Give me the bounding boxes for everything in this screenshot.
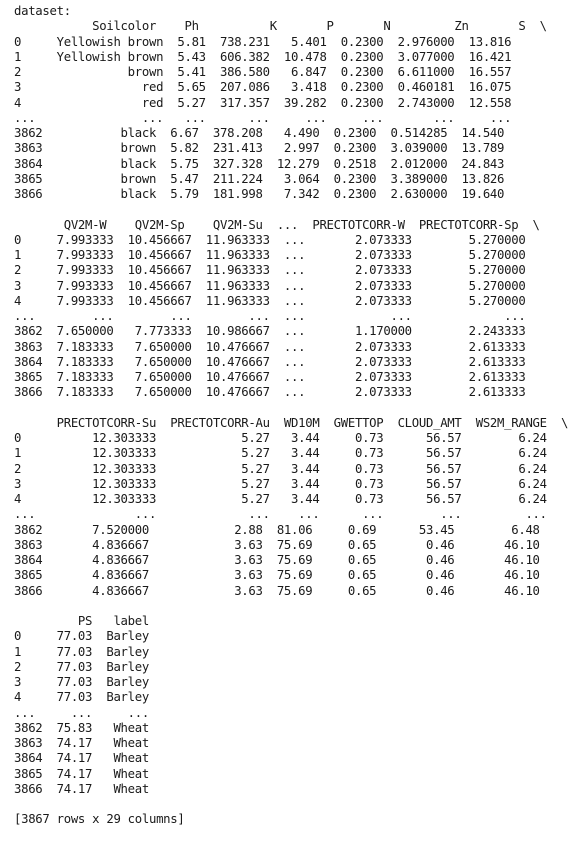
table-row: 3865 brown 5.47 211.224 3.064 0.2300 3.389000 13.826: [14, 171, 505, 186]
table-row: 3865 7.183333 7.650000 10.476667 ... 2.073333 2.613333: [14, 370, 526, 384]
table-row: 2 77.03 Barley: [14, 659, 149, 674]
table-row: 3865 74.17 Wheat: [14, 766, 149, 781]
table-row: 3864 black 5.75 327.328 12.279 0.2518 2.012000 24.843: [14, 156, 505, 171]
table-row: 3862 7.650000 7.773333 10.986667 ... 1.170000 2.243333: [14, 324, 526, 339]
table-row: 1 12.303333 5.27 3.44 0.73 56.57 6.24: [14, 446, 547, 461]
table-row: 2 12.303333 5.27 3.44 0.73 56.57 6.24: [14, 461, 547, 476]
table-row: 1 7.993333 10.456667 11.963333 ... 2.073333 5.270000: [14, 248, 526, 262]
table-row: 3863 brown 5.82 231.413 2.997 0.2300 3.039000 13.789: [14, 141, 505, 156]
ellipsis-row: ... ... ... ... ... ... ...: [14, 507, 547, 522]
table-row: 3865 4.836667 3.63 75.69 0.65 0.46 46.10: [14, 568, 540, 583]
table-row: 0 12.303333 5.27 3.44 0.73 56.57 6.24: [14, 431, 547, 445]
table-row: 3864 74.17 Wheat: [14, 751, 149, 766]
table-row: 3 12.303333 5.27 3.44 0.73 56.57 6.24: [14, 476, 547, 491]
blank-line: [14, 401, 568, 416]
table-row: 0 77.03 Barley: [14, 629, 149, 644]
table-row: 4 red 5.27 317.357 39.282 0.2300 2.743000 12.558: [14, 95, 512, 110]
table-row: 3864 7.183333 7.650000 10.476667 ... 2.073333 2.613333: [14, 354, 526, 369]
ellipsis-row: ... ... ...: [14, 705, 149, 720]
table-row: 3862 75.83 Wheat: [14, 720, 149, 735]
table-row: 3862 black 6.67 378.208 4.490 0.2300 0.514285 14.540: [14, 126, 505, 140]
table-row: 4 12.303333 5.27 3.44 0.73 56.57 6.24: [14, 492, 547, 506]
table-header-row: PS label: [14, 614, 149, 628]
table-row: 2 7.993333 10.456667 11.963333 ... 2.073333 5.270000: [14, 263, 526, 278]
table-header-row: Soilcolor Ph K P N Zn S \: [14, 19, 547, 34]
blank-line: [14, 797, 568, 812]
table-header-row: QV2M-W QV2M-Sp QV2M-Su ... PRECTOTCORR-W PRECTOTCORR-Sp \: [14, 217, 540, 232]
table-row: 3866 74.17 Wheat: [14, 781, 149, 796]
table-row: 1 77.03 Barley: [14, 644, 149, 659]
blank-line: [14, 202, 568, 217]
blank-line: [14, 599, 568, 614]
table-row: 0 Yellowish brown 5.81 738.231 5.401 0.2300 2.976000 13.816: [14, 34, 512, 49]
table-row: 3863 7.183333 7.650000 10.476667 ... 2.073333 2.613333: [14, 339, 526, 354]
ellipsis-row: ... ... ... ... ... ... ... ...: [14, 110, 512, 125]
ellipsis-row: ... ... ... ... ... ... ...: [14, 309, 526, 323]
table-row: 3866 black 5.79 181.998 7.342 0.2300 2.630000 19.640: [14, 187, 505, 201]
table-row: 4 77.03 Barley: [14, 690, 149, 705]
table-row: 3 77.03 Barley: [14, 675, 149, 689]
table-row: 2 brown 5.41 386.580 6.847 0.2300 6.611000 16.557: [14, 65, 512, 79]
table-row: 0 7.993333 10.456667 11.963333 ... 2.073333 5.270000: [14, 232, 526, 247]
table-row: 3 red 5.65 207.086 3.418 0.2300 0.460181 16.075: [14, 80, 512, 95]
table-row: 3863 74.17 Wheat: [14, 736, 149, 750]
table-row: 3864 4.836667 3.63 75.69 0.65 0.46 46.10: [14, 553, 540, 567]
console-output: [14, 4, 568, 828]
output-line: dataset:: [14, 4, 71, 18]
table-row: 3866 4.836667 3.63 75.69 0.65 0.46 46.10: [14, 583, 540, 598]
table-row: 1 Yellowish brown 5.43 606.382 10.478 0.2300 3.077000 16.421: [14, 49, 512, 64]
table-row: 3 7.993333 10.456667 11.963333 ... 2.073333 5.270000: [14, 278, 526, 293]
shape-summary: [3867 rows x 29 columns]: [14, 812, 185, 827]
table-header-row: PRECTOTCORR-Su PRECTOTCORR-Au WD10M GWETTOP CLOUD_AMT WS2M_RANGE \: [14, 415, 569, 430]
table-row: 3866 7.183333 7.650000 10.476667 ... 2.073333 2.613333: [14, 385, 526, 400]
table-row: 3863 4.836667 3.63 75.69 0.65 0.46 46.10: [14, 537, 540, 552]
table-row: 4 7.993333 10.456667 11.963333 ... 2.073333 5.270000: [14, 293, 526, 308]
table-row: 3862 7.520000 2.88 81.06 0.69 53.45 6.48: [14, 522, 540, 537]
